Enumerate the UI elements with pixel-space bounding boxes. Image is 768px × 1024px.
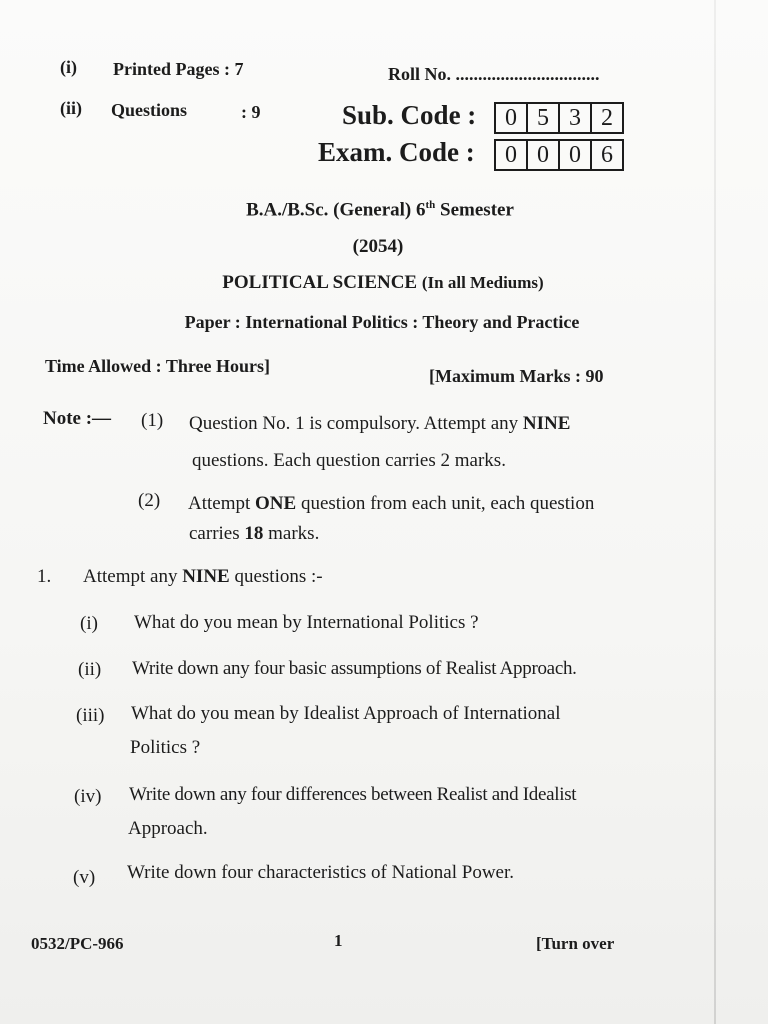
subquestion-number: (i)	[80, 613, 98, 634]
printed-pages-number: (i)	[60, 57, 77, 77]
subquestion-text: What do you mean by Idealist Approach of International	[131, 703, 561, 724]
footer-page-number: 1	[334, 931, 343, 950]
question-1-number: 1.	[37, 566, 52, 587]
note-1-line-1: Question No. 1 is compulsory. Attempt any NINE	[189, 413, 571, 434]
questions-number: (ii)	[60, 98, 82, 118]
subquestion-number: (ii)	[78, 659, 102, 680]
exam-code-label: Exam. Code :	[318, 137, 475, 167]
subquestion-text: What do you mean by International Politics ?	[134, 612, 479, 633]
subquestion-text: Write down four characteristics of National Power.	[127, 862, 515, 883]
subquestion-text: Write down any four basic assumptions of Realist Approach.	[132, 658, 577, 679]
note-2-line-2: carries 18 marks.	[189, 523, 320, 544]
questions-label: Questions	[111, 100, 188, 120]
course-title: B.A./B.Sc. (General) 6th Semester	[246, 199, 514, 221]
sub-code-digit: 0	[505, 105, 517, 131]
subquestion-text-continued: Politics ?	[130, 737, 201, 758]
footer-paper-code: 0532/PC-966	[31, 934, 124, 953]
footer-turn-over: [Turn over	[536, 934, 615, 953]
exam-code-boxes	[494, 139, 624, 171]
sub-code-digit: 3	[558, 104, 590, 132]
subquestion-number: (iv)	[74, 786, 102, 807]
time-allowed: Time Allowed : Three Hours]	[45, 356, 270, 376]
subject-title: POLITICAL SCIENCE (In all Mediums)	[222, 272, 544, 293]
subquestion-text-continued: Approach.	[128, 818, 208, 839]
subquestion-number: (v)	[73, 867, 96, 888]
sub-code-digit: 2	[590, 104, 622, 132]
note-2-line-1: Attempt ONE question from each unit, each question	[188, 493, 595, 514]
printed-pages-label: Printed Pages : 7	[113, 59, 244, 79]
note-2-number: (2)	[138, 490, 161, 511]
paper-fold-shadow	[714, 0, 716, 1024]
question-1-text: Attempt any NINE questions :-	[83, 566, 323, 587]
subquestion-text: Write down any four differences between Realist and Idealist	[129, 784, 577, 805]
note-label: Note :—	[43, 408, 112, 429]
note-1-line-2: questions. Each question carries 2 marks.	[192, 450, 506, 471]
exam-code-digit: 0	[526, 141, 558, 169]
sub-code-boxes	[494, 102, 624, 134]
exam-code-digit: 6	[590, 141, 622, 169]
subquestion-number: (iii)	[76, 705, 105, 726]
paper-code: (2054)	[352, 236, 404, 257]
sub-code-digit: 5	[526, 104, 558, 132]
maximum-marks: [Maximum Marks : 90	[429, 366, 604, 386]
paper-title: Paper : International Politics : Theory and Practice	[184, 312, 580, 332]
exam-code-digit: 0	[558, 141, 590, 169]
questions-value: : 9	[241, 102, 261, 122]
sub-code-label: Sub. Code :	[342, 100, 477, 130]
note-1-number: (1)	[141, 410, 164, 431]
roll-number-field: Roll No. ................................	[388, 64, 600, 84]
exam-code-digit: 0	[505, 142, 517, 168]
